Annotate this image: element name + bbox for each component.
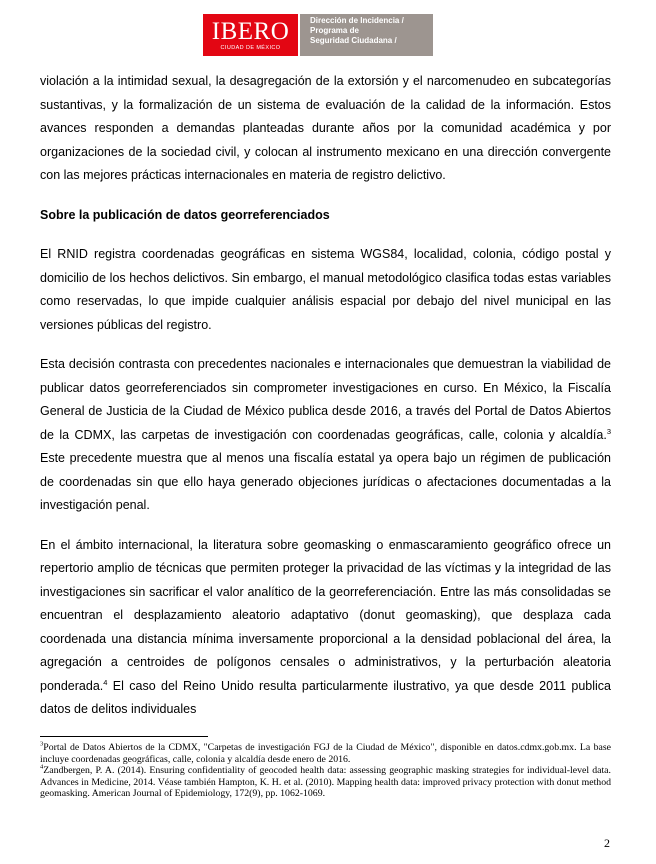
logo-subtitle: CIUDAD DE MÉXICO xyxy=(220,44,281,51)
document-body xyxy=(40,70,611,722)
header-logo xyxy=(203,14,433,56)
program-line: Programa de xyxy=(310,26,359,35)
footnote-ref-4[interactable]: 4 xyxy=(103,677,108,687)
footnote-4-text: Zandbergen, P. A. (2014). Ensuring confidentiality of geocoded health data: assessing geographic masking strategies for individual-level data. Advances in Medicine, 2014. Véase también Hampton, K. H. et al. (2010). Mapping health data: improved privacy protection with donut method geomasking. American Journal of Epidemiology, 172(9), pp. 1062-1069. xyxy=(40,765,611,799)
page-number: 2 xyxy=(604,836,610,850)
footnote-4-number: 4 xyxy=(40,763,44,771)
logo-word: IBERO xyxy=(211,17,290,45)
program-label xyxy=(300,14,433,56)
paragraph-2: El RNID registra coordenadas geográficas en sistema WGS84, localidad, colonia, código postal y domicilio de los hechos delictivos. Sin embargo, el manual metodológico clasifica todas estas variables como reservadas, lo que impide cualquier análisis espacial por debajo del nivel municipal en las versiones públicas del registro. xyxy=(40,247,611,332)
footnote-3-text: Portal de Datos Abiertos de la CDMX, "Carpetas de investigación FGJ de la Ciudad de México", disponible en datos.cdmx.gob.mx. La base incluye coordenadas geográficas, calle, colonia y alcaldía desde enero de 2016. xyxy=(40,742,611,765)
program-line: Seguridad Ciudadana / xyxy=(310,36,397,45)
paragraph-4-text-a: En el ámbito internacional, la literatura sobre geomasking o enmascaramiento geográfico ofrece un repertorio amplio de técnicas que permiten proteger la privacidad de las víctimas y la integridad de las investigaciones sin sacrificar el valor analítico de la georreferenciación. Entre las más consolidadas se encuentran el desplazamiento aleatorio adaptativo (donut geomasking), que desplaza cada coordenada una distancia mínima inversamente proporcional a la densidad poblacional del área, la agregación a centroides de polígonos censales o administrativos, y la perturbación aleatoria ponderada. xyxy=(40,537,611,693)
paragraph-3-text-b: Este precedente muestra que al menos una fiscalía estatal ya opera bajo un régimen de publicación de coordenadas sin que ello haya generado objeciones jurídicas o afectaciones documentadas a la investigación penal. xyxy=(40,451,611,512)
paragraph-3-text-a: Esta decisión contrasta con precedentes nacionales e internacionales que demuestran la viabilidad de publicar datos georreferenciados sin comprometer investigaciones en curso. En México, la Fiscalía General de Justicia de la Ciudad de México publica desde 2016, a través del Portal de Datos Abiertos de la CDMX, las carpetas de investigación con coordenadas geográficas, calle, colonia y alcaldía. xyxy=(40,357,611,442)
paragraph-3 xyxy=(40,353,611,518)
paragraph-4 xyxy=(40,534,611,722)
paragraph-1: violación a la intimidad sexual, la desagregación de la extorsión y el narcomenudeo en subcategorías sustantivas, y la formalización de un sistema de evaluación de la calidad de la información. Estos avances responden a demandas planteadas durante años por la comunidad académica y por organizaciones de la sociedad civil, y colocan al instrumento mexicano en una dirección convergente con las mejores prácticas internacionales en materia de registro delictivo. xyxy=(40,74,611,182)
paragraph-4-text-b: El caso del Reino Unido resulta particularmente ilustrativo, ya que desde 2011 publica datos de delitos individuales xyxy=(40,678,611,716)
program-line: Dirección de Incidencia / xyxy=(310,16,404,25)
footnotes xyxy=(40,742,611,800)
footnote-3 xyxy=(40,742,611,765)
footnote-separator xyxy=(40,736,208,737)
section-heading: Sobre la publicación de datos georreferenciados xyxy=(40,207,330,222)
footnote-ref-3[interactable]: 3 xyxy=(606,426,611,436)
ibero-logo xyxy=(203,14,298,56)
footnote-3-number: 3 xyxy=(40,740,44,748)
footnote-4 xyxy=(40,765,611,800)
